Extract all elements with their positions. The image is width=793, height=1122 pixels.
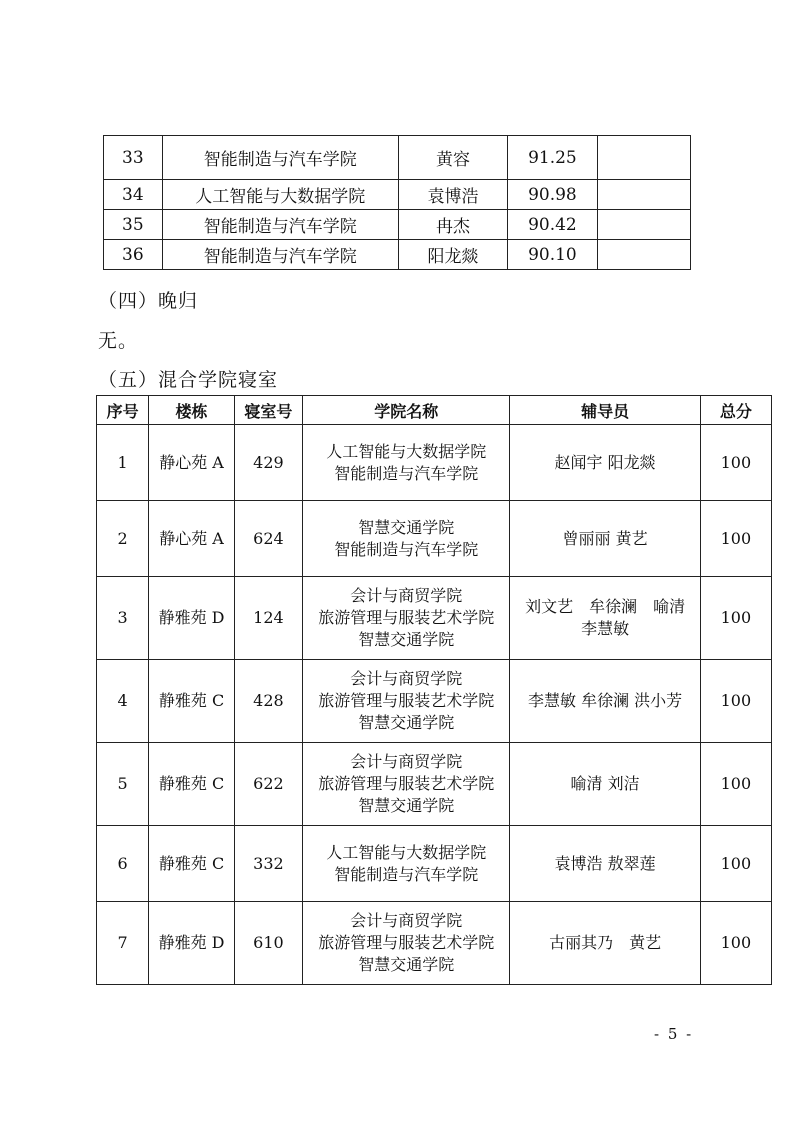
college-line: 智能制造与汽车学院 [334, 539, 479, 559]
page-number: - 5 - [654, 1025, 694, 1043]
college-line: 智慧交通学院 [358, 713, 455, 732]
college-line: 智能制造与汽车学院 [334, 864, 479, 884]
building: 静雅苑 D [149, 902, 235, 985]
colleges [303, 902, 510, 985]
section-heading-late-return: （四）晚归 [98, 290, 199, 312]
rank-number: 36 [104, 240, 163, 270]
college-line: 人工智能与大数据学院 [326, 441, 487, 461]
colleges [303, 743, 510, 826]
advisors [510, 902, 700, 985]
dorm-no: 2 [97, 501, 149, 577]
room-number: 624 [234, 501, 302, 577]
empty-cell [597, 210, 690, 240]
college-line: 智慧交通学院 [358, 955, 455, 974]
advisors [510, 743, 700, 826]
student-name: 冉杰 [398, 210, 507, 240]
dorm-no: 1 [97, 425, 149, 501]
dorm-no: 7 [97, 902, 149, 985]
dorm-no: 5 [97, 743, 149, 826]
student-name: 袁博浩 [398, 180, 507, 210]
score: 90.42 [508, 210, 598, 240]
college-name: 智能制造与汽车学院 [162, 240, 398, 270]
college-name: 智能制造与汽车学院 [162, 136, 398, 180]
table-row [104, 240, 691, 270]
total-score: 100 [700, 743, 771, 826]
college-line: 会计与商贸学院 [350, 752, 463, 771]
table-row [104, 136, 691, 180]
advisor-line: 曾丽丽 黄艺 [562, 528, 648, 548]
table-row [97, 826, 772, 902]
score: 90.98 [508, 180, 598, 210]
score: 91.25 [508, 136, 598, 180]
header-no: 序号 [97, 396, 149, 425]
rank-number: 33 [104, 136, 163, 180]
building: 静雅苑 C [149, 826, 235, 902]
college-line: 智能制造与汽车学院 [334, 463, 479, 483]
advisor-line: 古丽其乃 黄艺 [549, 933, 662, 952]
header-college: 学院名称 [303, 396, 510, 425]
building: 静心苑 A [149, 425, 235, 501]
college-line: 人工智能与大数据学院 [326, 842, 487, 862]
table-row [97, 743, 772, 826]
room-number: 332 [234, 826, 302, 902]
colleges [303, 425, 510, 501]
table-row [97, 425, 772, 501]
college-line: 旅游管理与服装艺术学院 [318, 774, 495, 793]
rank-number: 34 [104, 180, 163, 210]
colleges [303, 577, 510, 660]
header-total: 总分 [700, 396, 771, 425]
section-heading-mixed-dorms: （五）混合学院寝室 [98, 369, 279, 391]
empty-cell [597, 240, 690, 270]
college-line: 旅游管理与服装艺术学院 [318, 691, 495, 710]
dorm-no: 3 [97, 577, 149, 660]
empty-cell [597, 136, 690, 180]
table-row [104, 210, 691, 240]
dorm-no: 4 [97, 660, 149, 743]
advisors [510, 826, 700, 902]
score: 90.10 [508, 240, 598, 270]
college-line: 会计与商贸学院 [350, 669, 463, 688]
dorm-no: 6 [97, 826, 149, 902]
college-line: 会计与商贸学院 [350, 911, 463, 930]
header-building: 楼栋 [149, 396, 235, 425]
advisor-line: 喻清 刘洁 [570, 774, 640, 793]
room-number: 622 [234, 743, 302, 826]
table-header-row [97, 396, 772, 425]
college-name: 人工智能与大数据学院 [162, 180, 398, 210]
total-score: 100 [700, 501, 771, 577]
total-score: 100 [700, 902, 771, 985]
advisor-line: 刘文艺 牟徐澜 喻清 [525, 597, 686, 616]
college-line: 旅游管理与服装艺术学院 [318, 608, 495, 627]
ranking-table [103, 135, 691, 270]
advisor-line: 李慧敏 牟徐澜 洪小芳 [528, 691, 683, 710]
table-row [104, 180, 691, 210]
advisor-line: 赵闻宇 阳龙燚 [554, 452, 656, 472]
rank-number: 35 [104, 210, 163, 240]
table-row [97, 660, 772, 743]
room-number: 610 [234, 902, 302, 985]
room-number: 428 [234, 660, 302, 743]
colleges [303, 660, 510, 743]
empty-cell [597, 180, 690, 210]
header-room: 寝室号 [234, 396, 302, 425]
building: 静雅苑 D [149, 577, 235, 660]
advisors [510, 577, 700, 660]
student-name: 阳龙燚 [398, 240, 507, 270]
total-score: 100 [700, 826, 771, 902]
college-line: 会计与商贸学院 [350, 586, 463, 605]
room-number: 124 [234, 577, 302, 660]
advisor-line: 袁博浩 敖翠莲 [554, 853, 656, 873]
college-line: 智慧交通学院 [358, 630, 455, 649]
colleges [303, 501, 510, 577]
advisors [510, 660, 700, 743]
building: 静雅苑 C [149, 660, 235, 743]
college-line: 智慧交通学院 [358, 796, 455, 815]
table-row [97, 577, 772, 660]
total-score: 100 [700, 577, 771, 660]
building: 静心苑 A [149, 501, 235, 577]
college-line: 智慧交通学院 [358, 517, 455, 537]
header-advisor: 辅导员 [510, 396, 700, 425]
section-content: 无。 [98, 330, 139, 352]
mixed-dorm-table [96, 395, 772, 985]
room-number: 429 [234, 425, 302, 501]
advisor-line: 李慧敏 [581, 619, 630, 638]
building: 静雅苑 C [149, 743, 235, 826]
college-line: 旅游管理与服装艺术学院 [318, 933, 495, 952]
advisors [510, 425, 700, 501]
table-row [97, 902, 772, 985]
table-row [97, 501, 772, 577]
college-name: 智能制造与汽车学院 [162, 210, 398, 240]
total-score: 100 [700, 425, 771, 501]
total-score: 100 [700, 660, 771, 743]
colleges [303, 826, 510, 902]
student-name: 黄容 [398, 136, 507, 180]
advisors [510, 501, 700, 577]
